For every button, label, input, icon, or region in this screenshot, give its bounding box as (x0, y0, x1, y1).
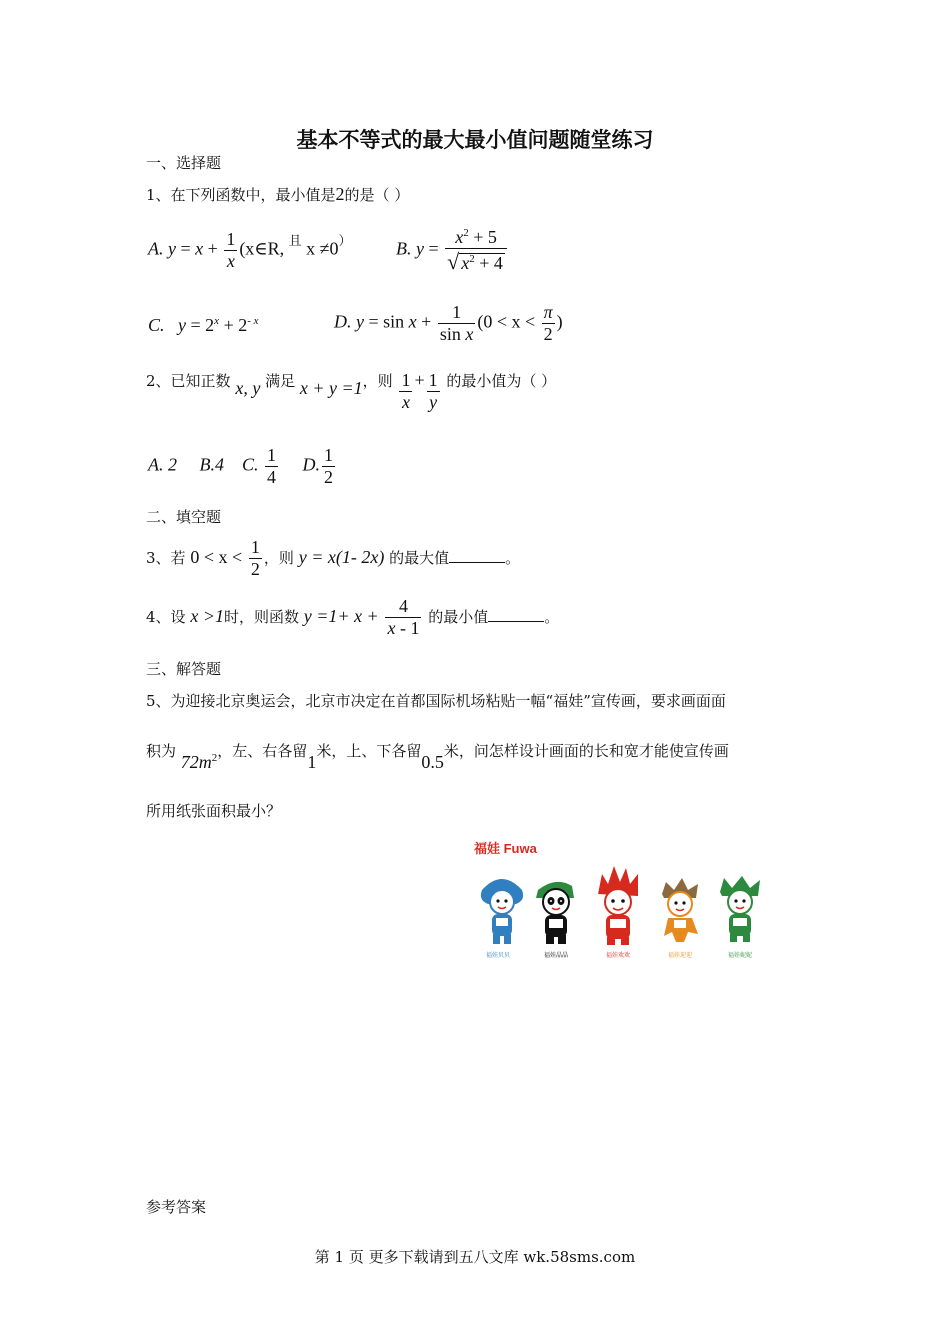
q4-expr: y =1+ x + (303, 605, 379, 626)
q1-stem-suffix: 的是（ ） (344, 186, 410, 204)
q2-opt-c: C. (242, 454, 259, 475)
q1-a-cond: (x∈R, (239, 238, 285, 259)
fuwa-name-2: 福娃晶晶 (544, 952, 569, 959)
question-3: 3、若 0 < x < $\frac{1}{2}$ ，则 y = x(1- 2x) 的最大值 。 (146, 537, 521, 579)
q2-vars: x, y (235, 378, 261, 398)
q3-cond: 0 < x < (190, 546, 243, 567)
question-2-stem: 2、已知正数 x, y 满足 x + y =1，则 $\frac{1}{x}$ + $\frac{1}{y}$ 的最小值为（ ） (146, 370, 557, 412)
q3-then: ，则 (263, 548, 294, 567)
q5-lr: 1 (307, 752, 317, 772)
page-footer: 第 1 页 更多下载请到五八文库 wk.58sms.com (314, 1248, 636, 1266)
q1-option-c: C. $y = 2^x + 2^{- x}$ (148, 315, 259, 335)
fuwa-huanhuan-figure (598, 866, 638, 945)
fuwa-banner: 福娃 Fuwa (474, 841, 537, 856)
q5-line-2 (146, 740, 729, 772)
section-heading-answer: 三、解答题 (146, 660, 222, 678)
fuwa-name-4: 福娃迎迎 (668, 952, 693, 959)
q4-end: 。 (544, 607, 560, 626)
q3-end: 。 (505, 548, 521, 567)
q2-stem-prefix: 2、已知正数 (146, 372, 231, 390)
q2-cond: x + y =1 (299, 378, 363, 398)
question-1-stem (146, 184, 409, 205)
q3-expr: y = x(1- 2x) (298, 546, 385, 567)
q2-options: A. 2 B.4 C. $\frac{1}{4}$ D. $\frac{1}{2}$ (148, 445, 334, 487)
q2-stem-suffix: 的最小值为（ ） (446, 372, 557, 390)
fuwa-figures (470, 838, 780, 968)
q5-line2-c: 米，上、下各留 (316, 742, 422, 760)
section-heading-choice: 一、选择题 (146, 154, 222, 172)
q1-b-label: B. (396, 238, 412, 259)
fuwa-name-1: 福娃贝贝 (486, 952, 511, 959)
q1-d-cond: (0 < x < (477, 311, 536, 332)
q5-line2-d: 米，问怎样设计画面的长和宽才能使宣传画 (443, 742, 729, 760)
q4-suffix: 的最小值 (428, 607, 489, 626)
q5-line2-b: ，左、右各留 (217, 742, 308, 760)
q2-opt-d: D. (302, 454, 321, 475)
question-4: 4、设 x >1时，则函数 y =1+ x + $\frac{4}{x - 1}$ 的最小值 。 (146, 596, 560, 638)
q2-opt-b: B.4 (199, 454, 224, 475)
q5-area-exp: 2 (211, 752, 218, 764)
q1-option-d: D. y = sin x + $\frac{1}{\text{sin x}}$ (0 < x < $\frac{\pi}{2}$ ) (334, 302, 563, 344)
q3-prefix: 3、若 (146, 548, 186, 567)
q3-suffix: 的最大值 (389, 548, 450, 567)
q5-line2-a: 积为 (146, 742, 177, 760)
q2-satisfy: 满足 (265, 372, 296, 390)
q1-d-close: ) (556, 311, 563, 332)
fuwa-beibei-figure (481, 879, 523, 944)
section-heading-fill: 二、填空题 (146, 508, 222, 526)
q1-d-label: D. (334, 311, 352, 332)
q5-line-3: 所用纸张面积最小？ (146, 802, 282, 820)
q1-option-a: A. y = x + $\frac{1}{x}$ (x∈R, $^且$ x ≠0） (148, 229, 352, 271)
q1-c-label: C. (148, 315, 165, 335)
q4-cond: x >1 (190, 605, 224, 626)
q5-area: 72m (180, 752, 212, 772)
q1-stem-value: 2 (335, 184, 345, 204)
fuwa-name-5: 福娃妮妮 (728, 952, 753, 959)
q5-line-1: 5、为迎接北京奥运会，北京市决定在首都国际机场粘贴一幅“福娃”宣传画，要求画面面 (146, 692, 726, 710)
fuwa-name-3: 福娃欢欢 (606, 952, 631, 959)
answers-heading: 参考答案 (146, 1198, 207, 1216)
fuwa-nini-figure (720, 876, 760, 942)
q3-answer-blank[interactable] (449, 548, 505, 563)
q4-mid: 时，则函数 (223, 607, 299, 626)
fuwa-yingying-figure (662, 878, 698, 942)
q1-a-label: A. (148, 238, 164, 259)
fuwa-illustration (470, 838, 780, 968)
page-title: 基本不等式的最大最小值问题随堂练习 (296, 127, 654, 152)
q5-tb: 0.5 (421, 752, 444, 772)
q4-prefix: 4、设 (146, 607, 186, 626)
q1-a-close: ） (338, 233, 352, 248)
q4-answer-blank[interactable] (488, 607, 544, 622)
q1-option-b: B. y = $\frac{x^2 + 5}{√ x^2 + 4}$ (396, 228, 509, 273)
q1-stem-prefix: 1、在下列函数中，最小值是 (146, 186, 336, 204)
q1-a-cond2: x ≠0 (306, 238, 339, 259)
q2-opt-a: A. 2 (148, 454, 177, 475)
q2-then: ，则 (362, 372, 393, 390)
fuwa-jingjing-figure (536, 882, 574, 944)
q1-a-qie: 且 (288, 233, 302, 248)
